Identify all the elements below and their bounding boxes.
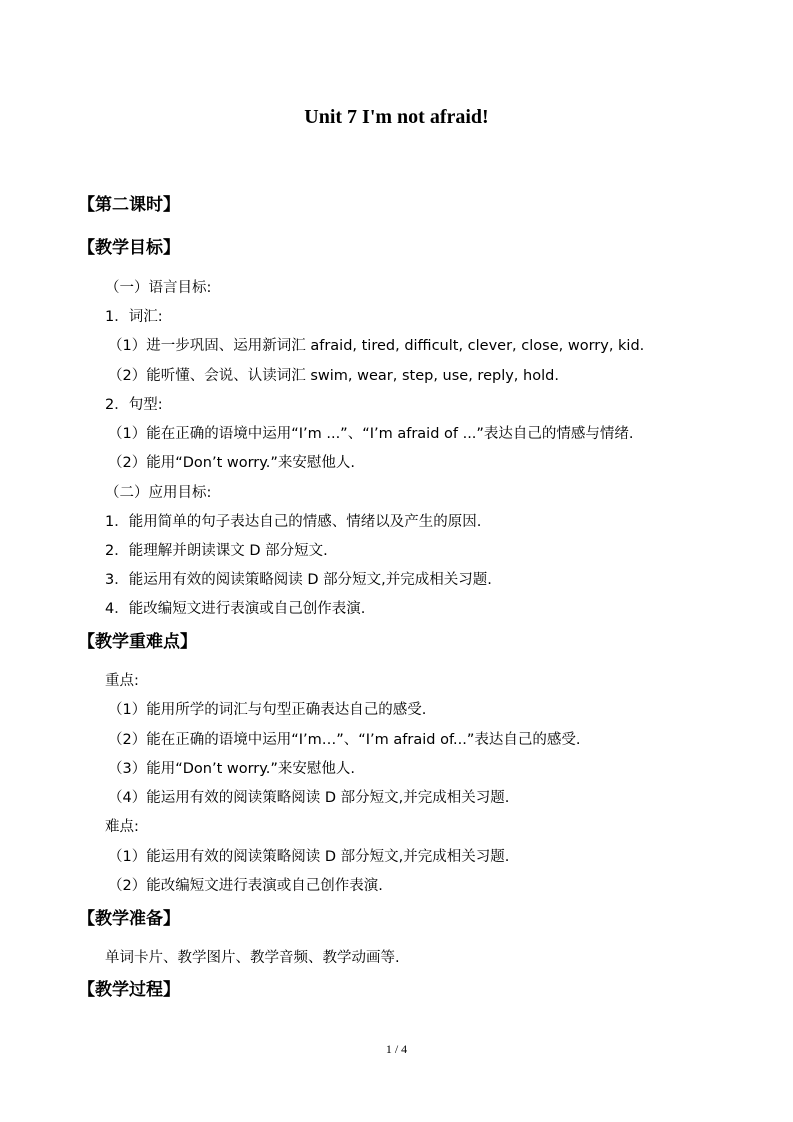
difficulty-label: 难点:: [105, 819, 139, 835]
keypoint-item-1: （1）能用所学的词汇与句型正确表达自己的感受.: [108, 702, 427, 718]
objective-vocab-label: 1．词汇:: [105, 309, 163, 325]
keypoint-item-4: （4）能运用有效的阅读策略阅读 D 部分短文,并完成相关习题.: [108, 790, 510, 806]
objective-application-item-1: 1．能用简单的句子表达自己的情感、情绪以及产生的原因.: [105, 514, 482, 530]
keypoint-item-3: （3）能用“Don’t worry.”来安慰他人.: [108, 761, 356, 777]
objective-sentence-label: 2．句型:: [105, 397, 163, 413]
section-heading-keypoints: 【教学重难点】: [78, 632, 197, 652]
section-heading-preparation: 【教学准备】: [78, 909, 180, 929]
objective-application-item-4: 4．能改编短文进行表演或自己创作表演.: [105, 601, 366, 617]
section-heading-lesson: 【第二课时】: [78, 195, 180, 215]
keypoint-item-2: （2）能在正确的语境中运用“I’m…”、“I’m afraid of...”表达自己的感受.: [108, 732, 581, 748]
objective-application-goal: （二）应用目标:: [105, 485, 212, 501]
objective-application-item-2: 2．能理解并朗读课文 D 部分短文.: [105, 543, 328, 559]
page-number: 1 / 4: [385, 1042, 408, 1056]
section-heading-objectives: 【教学目标】: [78, 238, 180, 258]
objective-application-item-3: 3．能运用有效的阅读策略阅读 D 部分短文,并完成相关习题.: [105, 572, 492, 588]
objective-sentence-item-1: （1）能在正确的语境中运用“I’m ...”、“I’m afraid of ...”表达自己的情感与情绪.: [108, 426, 634, 442]
objective-language-goal: （一）语言目标:: [105, 280, 212, 296]
difficulty-item-2: （2）能改编短文进行表演或自己创作表演.: [108, 878, 383, 894]
document-title: Unit 7 I'm not afraid!: [304, 106, 489, 128]
objective-sentence-item-2: （2）能用“Don’t worry.”来安慰他人.: [108, 455, 356, 471]
preparation-text: 单词卡片、教学图片、教学音频、教学动画等.: [105, 950, 400, 966]
section-heading-process: 【教学过程】: [78, 980, 180, 1000]
objective-vocab-item-2: （2）能听懂、会说、认读词汇 swim, wear, step, use, reply, hold.: [108, 368, 559, 384]
keypoint-label: 重点:: [105, 673, 139, 689]
difficulty-item-1: （1）能运用有效的阅读策略阅读 D 部分短文,并完成相关习题.: [108, 849, 510, 865]
objective-vocab-item-1: （1）进一步巩固、运用新词汇 afraid, tired, difficult, clever, close, worry, kid.: [108, 338, 645, 354]
